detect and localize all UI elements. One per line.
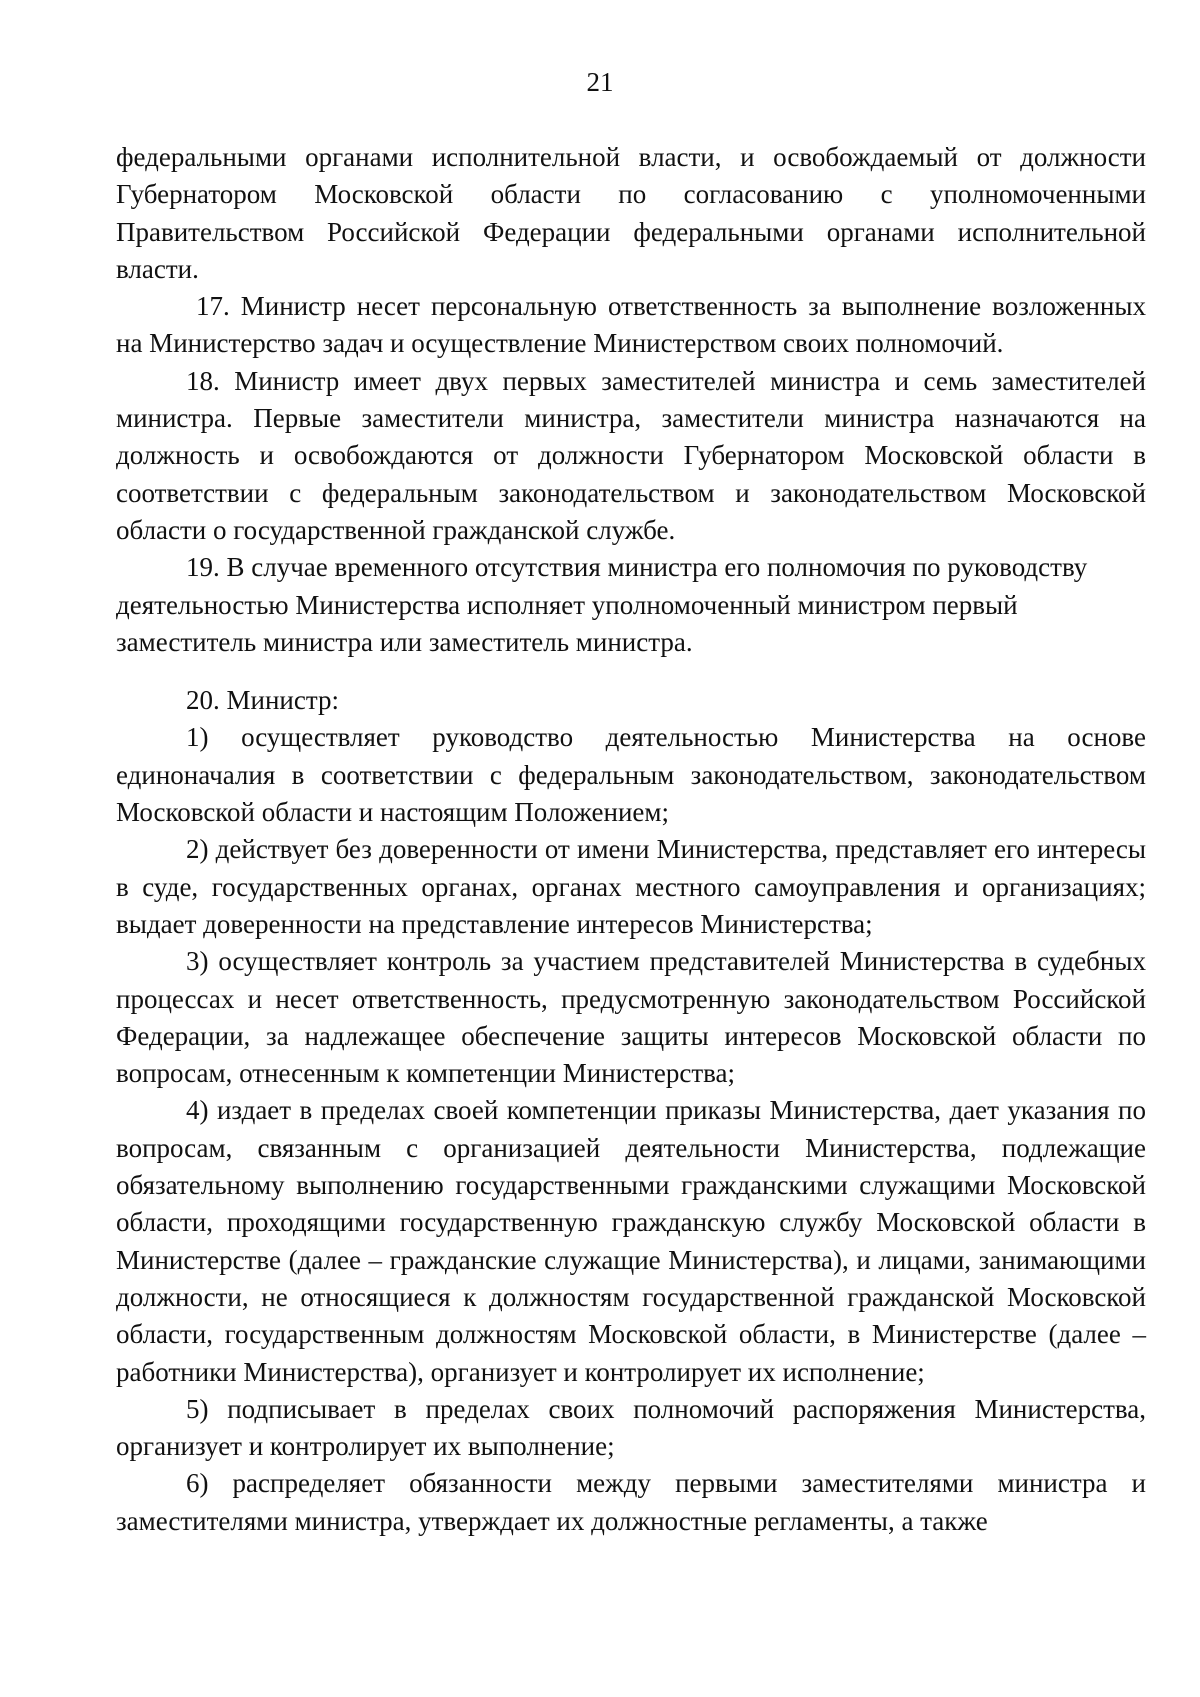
list-item-2: 2) действует без доверенности от имени Министерства, представляет его интересы в суде, государственных органах, органах местного самоуправления и организациях; выдает доверенности на представление интересов Министерства; <box>116 834 1146 939</box>
paragraph-19: 19. В случае временного отсутствия министра его полномочия по руководству деятельностью Министерства исполняет уполномоченный министром первый заместитель министра или заместитель министра. <box>116 552 1088 657</box>
list-item-4: 4) издает в пределах своей компетенции приказы Министерства, дает указания по вопросам, связанным с организацией деятельности Министерства, подлежащие обязательному выполнению государственными гражданскими служащими Московской области, проходящими государственную гражданскую службу Московской области в Министерстве (далее – гражданские служащие Министерства), и лицами, занимающими должности, не относящиеся к должностям государственной гражданской Московской области, государственным должностям Московской области, в Министерстве (далее – работники Министерства), организует и контролирует их исполнение; <box>116 1095 1146 1387</box>
paragraph-18: 18. Министр имеет двух первых заместителей министра и семь заместителей министра. Первые заместители министра, заместители министра назначаются на должность и освобождаются от должности Губернатором Московской области в соответствии с федеральным законодательством и законодательством Московской области о государственной гражданской службе. <box>116 365 1146 545</box>
list-item-6: 6) распределяет обязанности между первыми заместителями министра и заместителями министра, утверждает их должностные регламенты, а также <box>116 1468 1146 1536</box>
paragraph-17: 17. Министр несет персональную ответственность за выполнение возложенных на Министерство задач и осуществление Министерством своих полномочий. <box>116 291 1146 359</box>
document-body <box>116 139 1146 1540</box>
list-item-5: 5) подписывает в пределах своих полномочий распоряжения Министерства, организует и контролирует их выполнение; <box>116 1393 1146 1462</box>
page-number: 21 <box>586 67 614 97</box>
list-item-3: 3) осуществляет контроль за участием представителей Министерства в судебных процессах и несет ответственность, предусмотренную законодательством Российской Федерации, за надлежащее обеспечение защиты интересов Московской области по вопросам, отнесенным к компетенции Министерства; <box>116 946 1146 1089</box>
paragraph-continuation: федеральными органами исполнительной власти, и освобождаемый от должности Губернатором Московской области по согласованию с уполномоченными Правительством Российской Федерации федеральными органами исполнительной власти. <box>116 142 1146 284</box>
paragraph-20-heading: 20. Министр: <box>186 685 339 716</box>
list-item-1: 1) осуществляет руководство деятельностью Министерства на основе единоначалия в соответствии с федеральным законодательством, законодательством Московской области и настоящим Положением; <box>116 722 1146 828</box>
